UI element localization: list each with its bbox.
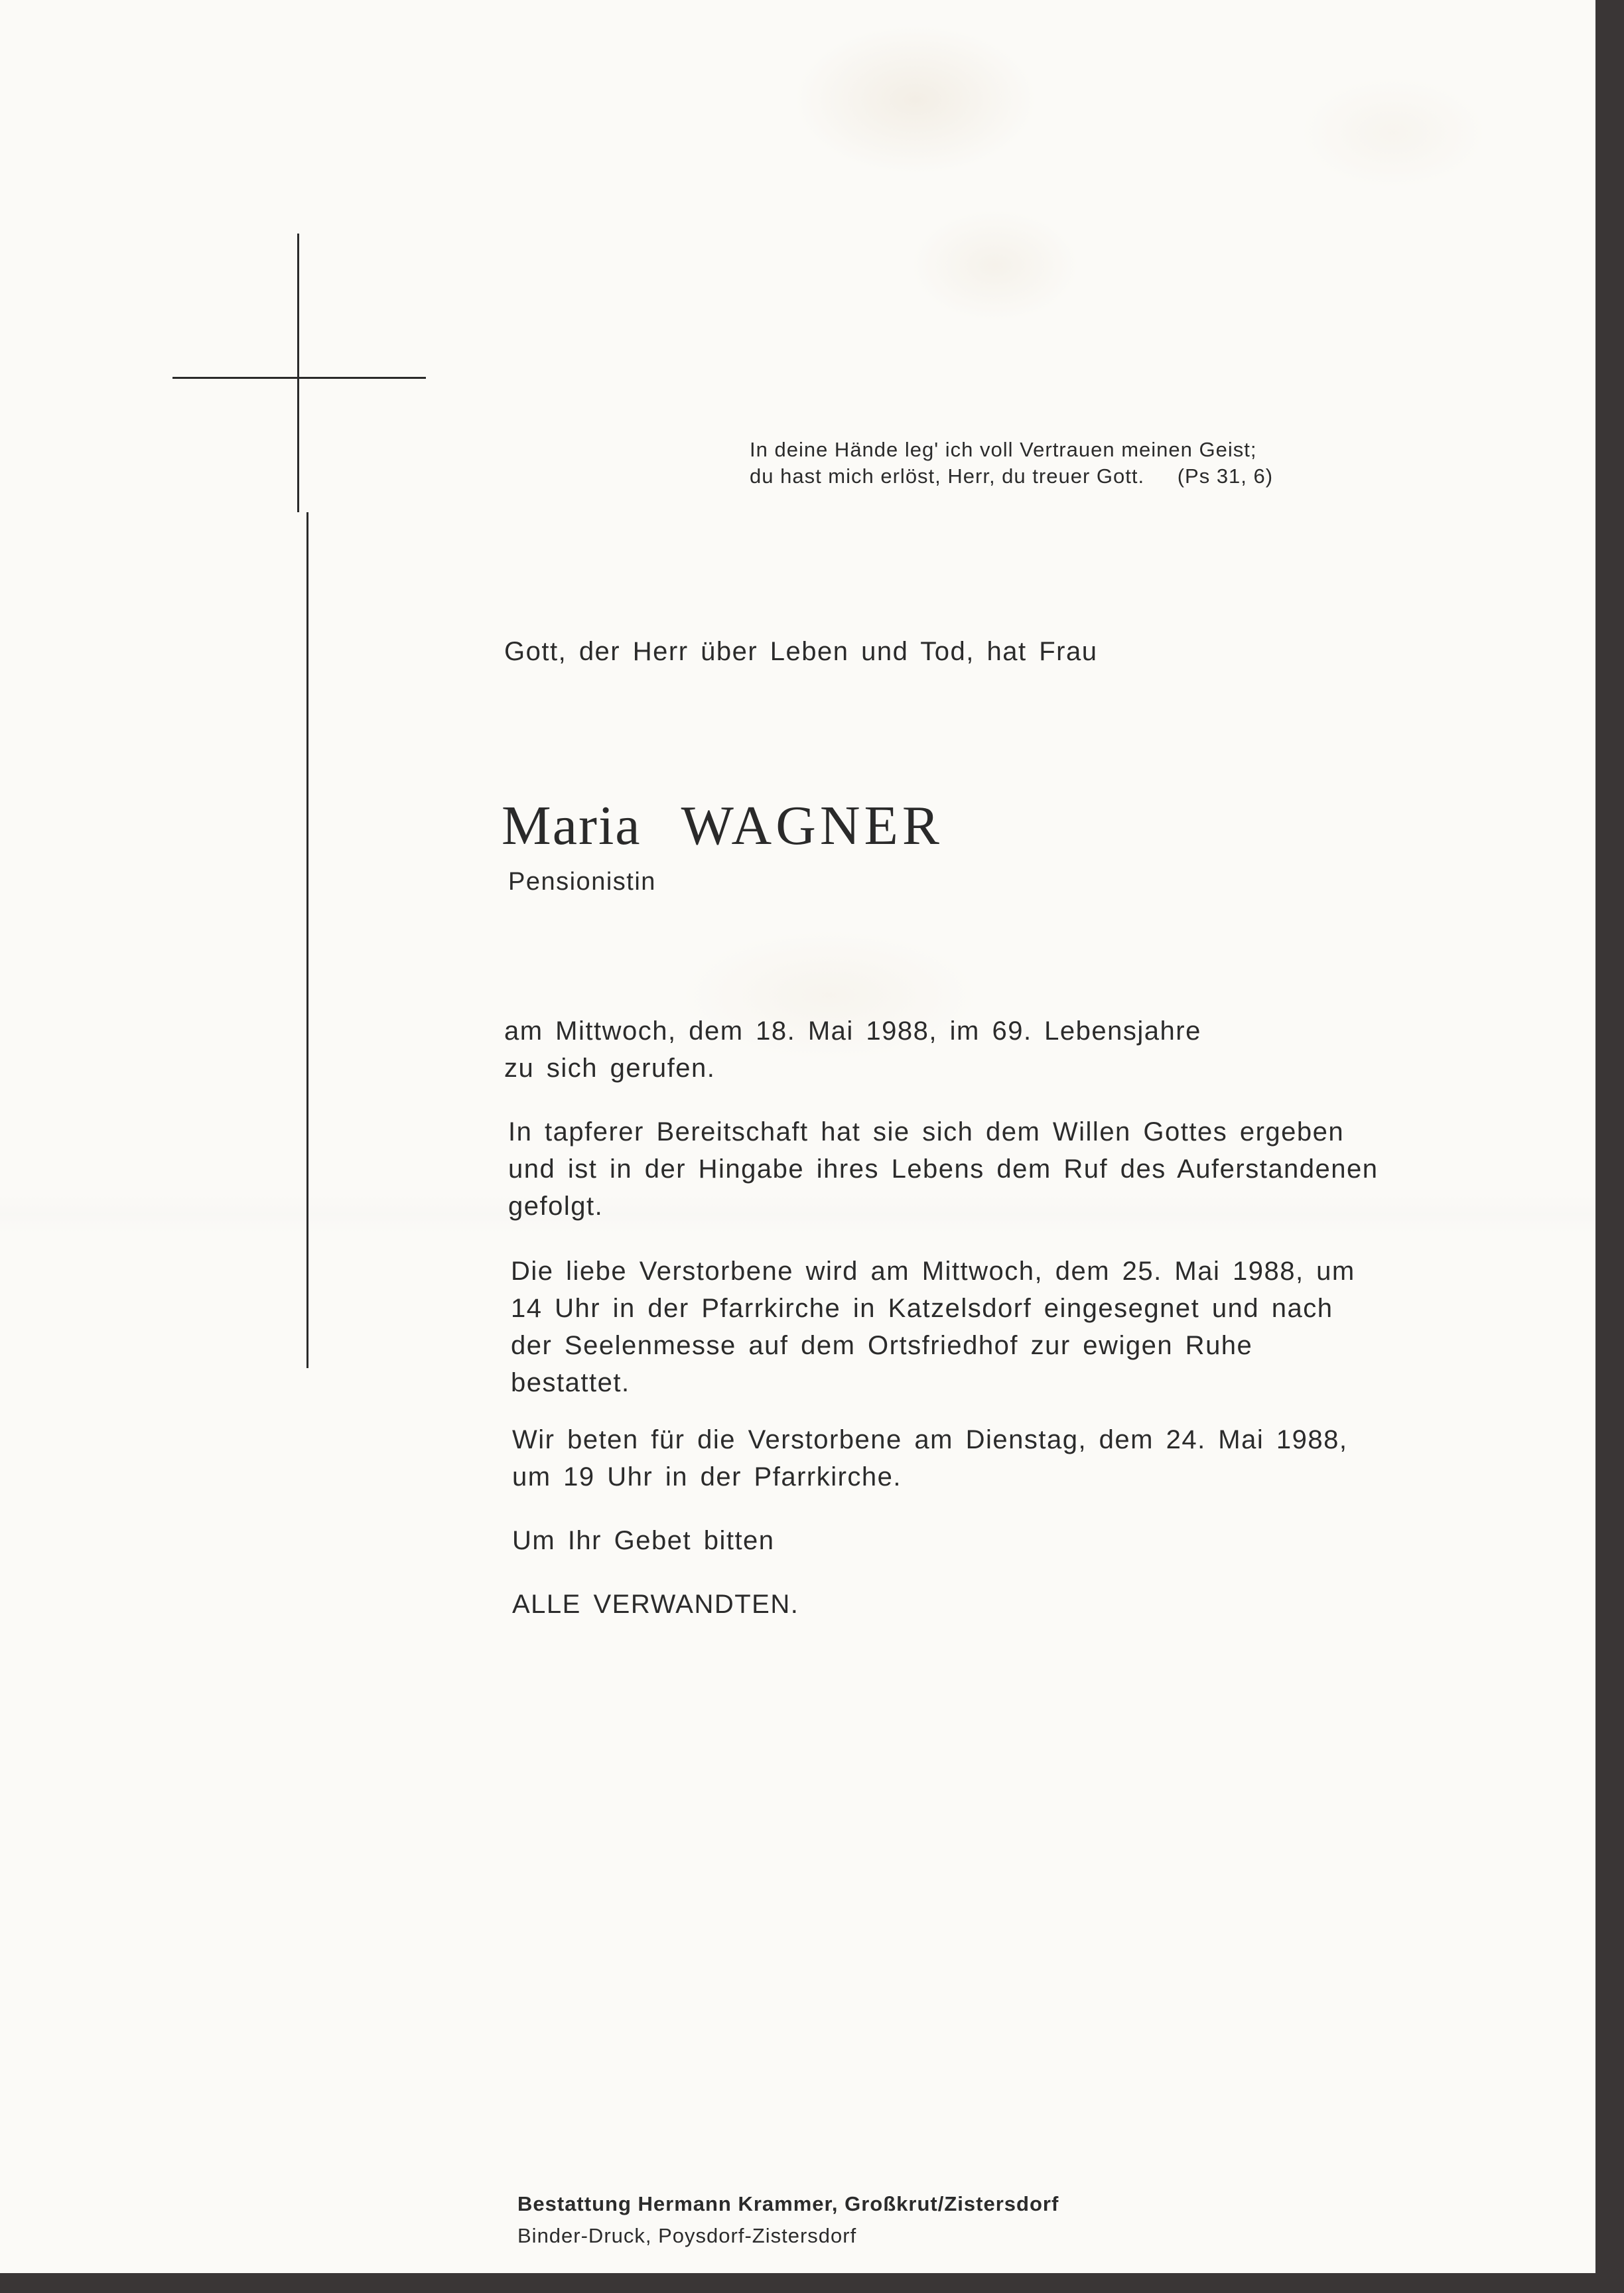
funeral-line-3: der Seelenmesse auf dem Ortsfriedhof zur ewigen Ruhe [511,1331,1253,1360]
deceased-last-name: WAGNER [681,795,943,857]
funeral-line-2: 14 Uhr in der Pfarrkirche in Katzelsdorf eingesegnet und nach [511,1294,1333,1323]
footer-undertaker: Bestattung Hermann Krammer, Großkrut/Zistersdorf [517,2192,1059,2215]
psalm-line-1: In deine Hände leg' ich voll Vertrauen meinen Geist; [750,438,1257,461]
cross-icon-vertical-bottom [306,512,308,1368]
faith-line-3: gefolgt. [508,1192,604,1221]
signature: ALLE VERWANDTEN. [512,1590,799,1619]
deceased-occupation: Pensionistin [508,868,656,896]
prayer-line-1: Wir beten für die Verstorbene am Dienstag, dem 24. Mai 1988, [512,1425,1348,1454]
funeral-line-4: bestattet. [511,1368,630,1397]
deceased-name [502,794,943,858]
footer-printer: Binder-Druck, Poysdorf-Zistersdorf [517,2224,857,2247]
scan-border-right [1595,0,1624,2293]
psalm-line-2: du hast mich erlöst, Herr, du treuer Gott. [750,464,1145,488]
intro-text: Gott, der Herr über Leben und Tod, hat Frau [504,637,1098,666]
death-line-1: am Mittwoch, dem 18. Mai 1988, im 69. Lebensjahre [504,1016,1201,1046]
faith-line-2: und ist in der Hingabe ihres Lebens dem Ruf des Auferstandenen [508,1154,1379,1184]
psalm-reference: (Ps 31, 6) [1177,464,1274,488]
deceased-first-name: Maria [502,795,642,857]
funeral-line-1: Die liebe Verstorbene wird am Mittwoch, dem 25. Mai 1988, um [511,1257,1355,1286]
psalm-line-2-row [750,464,1273,488]
prayer-request: Um Ihr Gebet bitten [512,1526,775,1555]
cross-icon-vertical-top [297,234,299,512]
death-line-2: zu sich gerufen. [504,1054,716,1083]
cross-icon-horizontal [172,377,426,379]
scan-border-bottom [0,2273,1624,2293]
faith-line-1: In tapferer Bereitschaft hat sie sich dem Willen Gottes ergeben [508,1117,1345,1146]
prayer-line-2: um 19 Uhr in der Pfarrkirche. [512,1462,902,1492]
